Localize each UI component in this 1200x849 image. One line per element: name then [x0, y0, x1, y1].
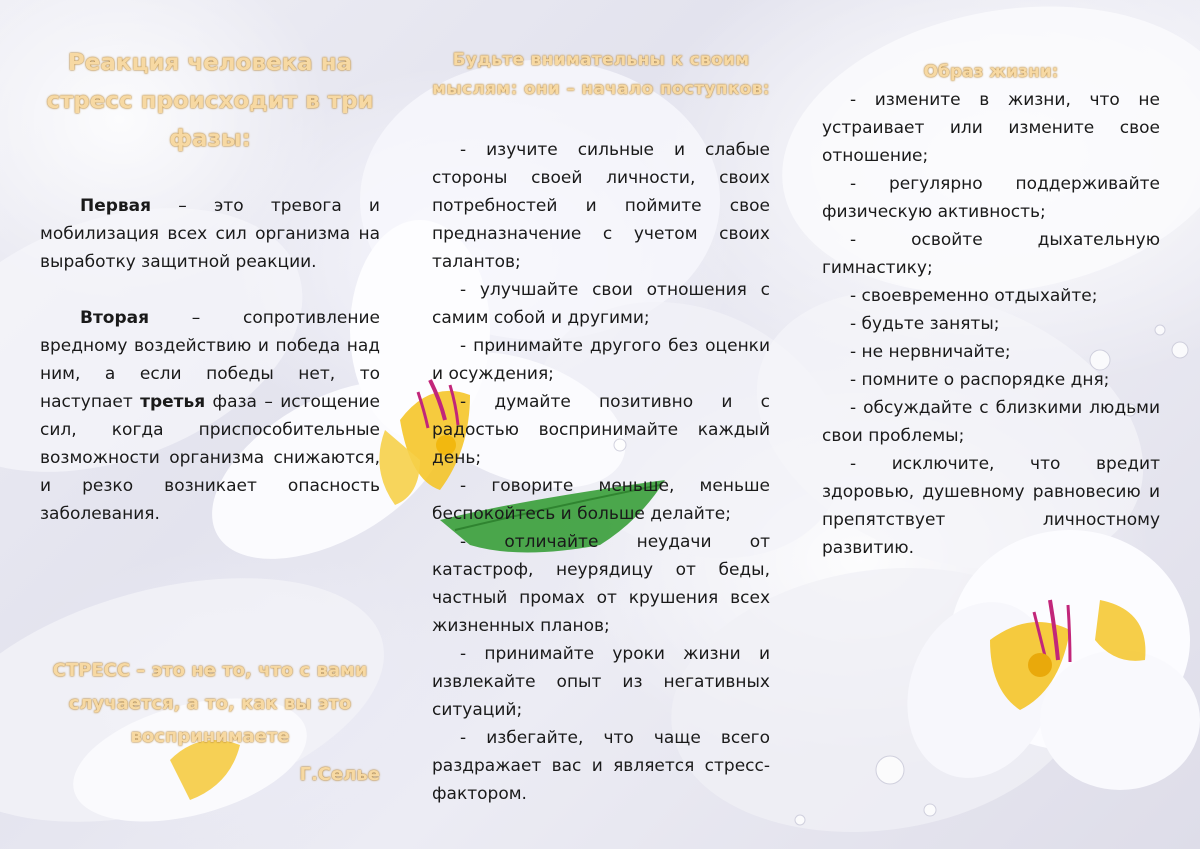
phase-one-paragraph — [40, 192, 380, 276]
list-item: - не нервничайте; — [850, 342, 1011, 362]
list-item: - отличайте неудачи от катастроф, неурядицу от беды, частный промах от крушения всех жизненных планов; — [432, 532, 770, 636]
list-item: - говорите меньше, меньше беспокойтесь и больше делайте; — [432, 476, 770, 524]
list-item: - думайте позитивно и с радостью воспринимайте каждый день; — [432, 392, 770, 468]
lifestyle-heading: Образ жизни: — [923, 62, 1059, 82]
left-column — [40, 0, 380, 849]
list-item: - обсуждайте с близкими людьми свои проблемы; — [822, 398, 1160, 446]
list-item: - измените в жизни, что не устраивает или измените свое отношение; — [822, 90, 1160, 166]
list-item: - регулярно поддерживайте физическую активность; — [822, 174, 1160, 222]
lifestyle-list — [822, 86, 1160, 562]
list-item: - будьте заняты; — [850, 314, 1000, 334]
thoughts-list — [432, 136, 770, 808]
list-item: - освойте дыхательную гимнастику; — [822, 230, 1160, 278]
right-column — [822, 0, 1160, 849]
phase-one-term: Первая — [80, 196, 152, 216]
list-item: - избегайте, что чаще всего раздражает вас и является стресс-фактором. — [432, 728, 770, 804]
list-item: - принимайте уроки жизни и извлекайте опыт из негативных ситуаций; — [432, 644, 770, 720]
phase-two-term: Вторая — [80, 308, 150, 328]
list-item: - изучите сильные и слабые стороны своей личности, своих потребностей и поймите свое предназначение с учетом своих талантов; — [432, 140, 770, 272]
phase-three-text: фаза – истощение сил, когда приспособительные возможности организма снижаются, и резко возникает опасность заболевания. — [40, 392, 380, 524]
phase-one-text: – это тревога и мобилизация всех сил организма на выработку защитной реакции. — [40, 196, 380, 272]
list-item: - исключите, что вредит здоровью, душевному равновесию и препятствует личностному развитию. — [822, 454, 1160, 558]
phases-description — [40, 192, 380, 528]
quote-author: Г.Селье — [299, 764, 380, 785]
list-item: - улучшайте свои отношения с самим собой и другими; — [432, 280, 770, 328]
list-item: - принимайте другого без оценки и осуждения; — [432, 336, 770, 384]
middle-column — [432, 0, 770, 849]
phases-heading: Реакция человека на стресс происходит в три фазы: — [46, 50, 374, 152]
phase-two-text: – сопротивление вредному воздействию и победа над ним, а если победы нет, то наступает — [40, 308, 380, 412]
list-item: - своевременно отдыхайте; — [850, 286, 1098, 306]
stress-quote: СТРЕСС – это не то, что с вами случается, а то, как вы это воспринимаете — [52, 660, 368, 747]
phase-three-term: третья — [140, 392, 206, 412]
phase-two-paragraph — [40, 304, 380, 528]
list-item: - помните о распорядке дня; — [850, 370, 1110, 390]
thoughts-heading: Будьте внимательны к своим мыслям: они – начало поступков: — [432, 50, 770, 99]
